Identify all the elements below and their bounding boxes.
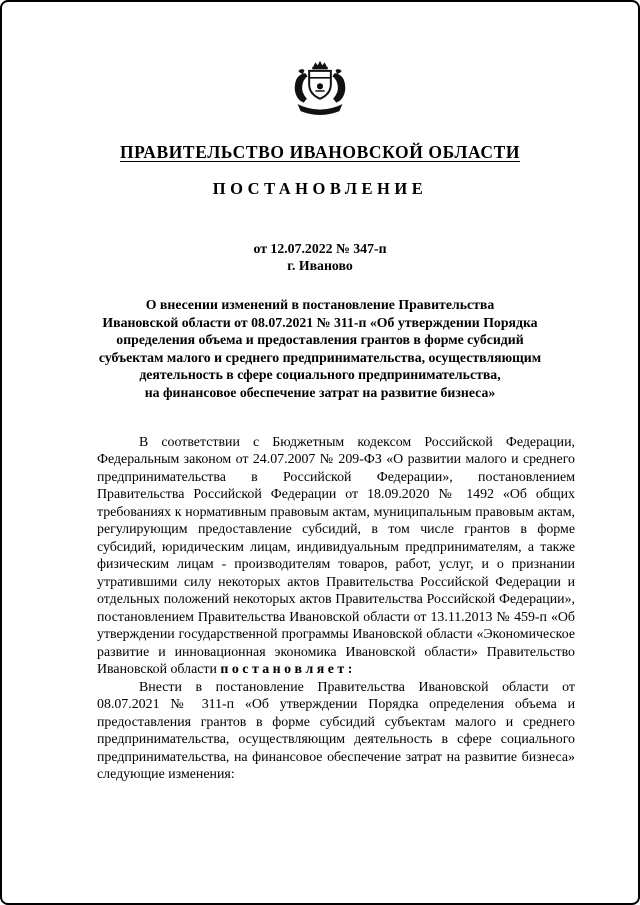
document-title-line: на финансовое обеспечение затрат на развитие бизнеса» — [144, 384, 496, 400]
coat-of-arms-icon — [280, 60, 360, 122]
document-title — [2, 296, 638, 402]
organization-name: ПРАВИТЕЛЬСТВО ИВАНОВСКОЙ ОБЛАСТИ — [119, 142, 521, 162]
document-title-line: Ивановской области от 08.07.2021 № 311-п «Об утверждении Порядка — [102, 314, 538, 330]
preamble-text: В соответствии с Бюджетным кодексом Российской Федерации, Федеральным законом от 24.07.2007 № 209-ФЗ «О развитии малого и среднего предпринимательства в Российской Федерации», постановлением Правительства Российской Федерации от 18.09.2020 № 1492 «Об общих требованиях к нормативным правовым актам, муниципальным правовым актам, регулирующим предоставление субсидий, в том числе грантов в форме субсидий, юридическим лицам, индивидуальным предпринимателям, а также физическим лицам - производителям товаров, работ, услуг, и о признании утратившими силу некоторых актов Правительства Российской Федерации и отдельных положений некоторых актов Правительства Российской Федерации», постановлением Правительства Ивановской области от 13.11.2013 № 459-п «Об утверждении государственной программы Ивановской области «Экономическое развитие и инновационная экономика Ивановской области» Правительство Ивановской области — [97, 434, 575, 678]
decree-verb: п о с т а н о в л я е т : — [220, 662, 353, 678]
document-title-line: субъектам малого и среднего предпринимательства, осуществляющим — [98, 349, 542, 365]
document-title-line: деятельность в сфере социального предпринимательства, — [139, 367, 501, 383]
paragraph-amendments: Внести в постановление Правительства Ивановской области от 08.07.2021 № 311-п «Об утверждении Порядка определения объема и предоставления грантов в форме субсидий субъектам малого и среднего предпринимательства, осуществляющим деятельность в сфере социального предпринимательства, на финансовое обеспечение затрат на развитие бизнеса» следующие изменения: — [97, 679, 575, 783]
document-type: ПОСТАНОВЛЕНИЕ — [212, 179, 428, 198]
document-body — [2, 434, 638, 784]
document-title-line: О внесении изменений в постановление Правительства — [145, 297, 495, 312]
city-line: г. Иваново — [287, 258, 353, 273]
paragraph-preamble — [97, 434, 575, 679]
document-title-line: определения объема и предоставления грантов в форме субсидий — [116, 332, 524, 348]
emblem-container — [2, 60, 638, 122]
date-number-line: от 12.07.2022 № 347-п — [253, 241, 387, 256]
